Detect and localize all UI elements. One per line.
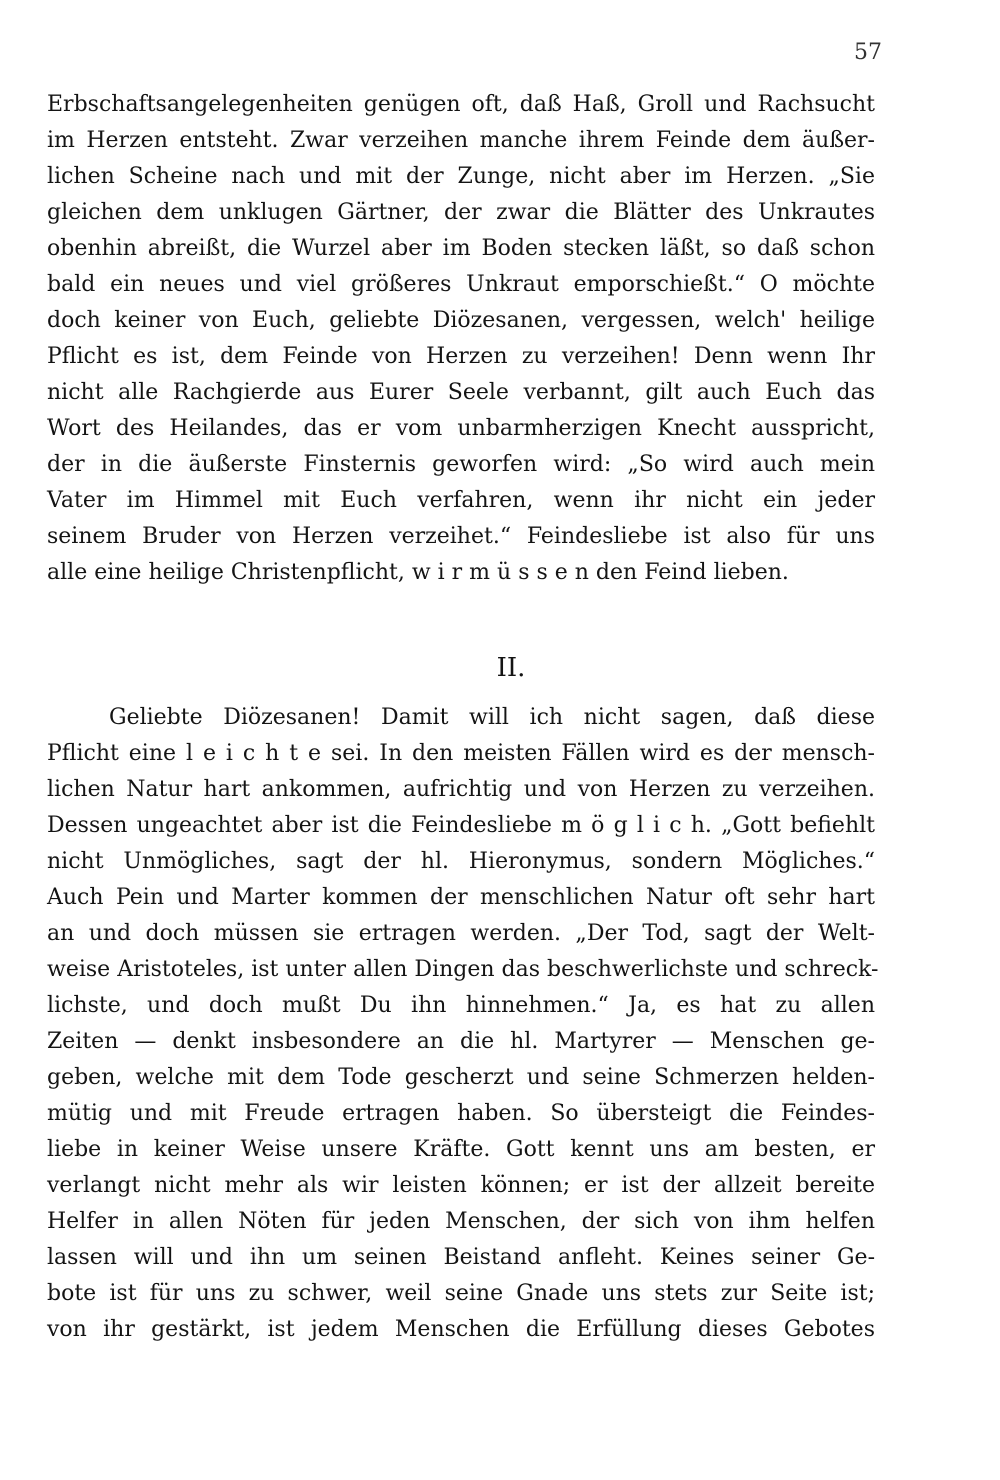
text-line: geben, welche mit dem Tode gescherzt und seine Schmerzen helden- (47, 1065, 875, 1090)
text-line: Pflicht es ist, dem Feinde von Herzen zu verzeihen! Denn wenn Ihr (47, 344, 875, 369)
paragraph-continued (47, 87, 875, 591)
text-line: Vater im Himmel mit Euch verfahren, wenn ihr nicht ein jeder (47, 488, 875, 513)
text-line: liebe in keiner Weise unsere Kräfte. Gott kennt uns am besten, er (47, 1137, 875, 1162)
text-line: von ihr gestärkt, ist jedem Menschen die Erfüllung dieses Gebotes (47, 1317, 875, 1342)
text-line: Helfer in allen Nöten für jeden Menschen, der sich von ihm helfen (47, 1209, 875, 1234)
text-line: mütig und mit Freude ertragen haben. So übersteigt die Feindes- (47, 1101, 875, 1126)
text-line: der in die äußerste Finsternis geworfen wird: „So wird auch mein (47, 452, 875, 477)
section-heading: II. (496, 653, 526, 683)
text-line: Auch Pein und Marter kommen der menschlichen Natur oft sehr hart (47, 885, 875, 910)
text-line: bote ist für uns zu schwer, weil seine Gnade uns stets zur Seite ist; (47, 1281, 875, 1306)
text-line: gleichen dem unklugen Gärtner, der zwar die Blätter des Unkrautes (47, 200, 875, 225)
text-line: lichen Scheine nach und mit der Zunge, nicht aber im Herzen. „Sie (47, 164, 875, 189)
text-line: nicht alle Rachgierde aus Eurer Seele verbannt, gilt auch Euch das (47, 380, 875, 405)
text-line: Wort des Heilandes, das er vom unbarmherzigen Knecht ausspricht, (47, 416, 875, 441)
page-number: 57 (854, 40, 882, 65)
text-line: seinem Bruder von Herzen verzeihet.“ Feindesliebe ist also für uns (47, 524, 875, 549)
text-line: Zeiten — denkt insbesondere an die hl. Martyrer — Menschen ge- (47, 1029, 875, 1054)
text-line: Dessen ungeachtet aber ist die Feindesliebe m ö g l i c h. „Gott befiehlt (47, 813, 875, 838)
text-line: nicht Unmögliches, sagt der hl. Hieronymus, sondern Mögliches.“ (47, 849, 875, 874)
text-line: an und doch müssen sie ertragen werden. „Der Tod, sagt der Welt- (47, 921, 875, 946)
text-line: alle eine heilige Christenpflicht, w i r m ü s s e n den Feind lieben. (47, 560, 789, 585)
text-line: im Herzen entsteht. Zwar verzeihen manche ihrem Feinde dem äußer- (47, 128, 875, 153)
text-line: obenhin abreißt, die Wurzel aber im Boden stecken läßt, so daß schon (47, 236, 875, 261)
text-line: doch keiner von Euch, geliebte Diözesanen, vergessen, welch' heilige (47, 308, 875, 333)
text-line: lichen Natur hart ankommen, aufrichtig und von Herzen zu verzeihen. (47, 777, 875, 802)
text-line: Erbschaftsangelegenheiten genügen oft, daß Haß, Groll und Rachsucht (47, 92, 875, 117)
text-line: Geliebte Diözesanen! Damit will ich nicht sagen, daß diese (109, 705, 875, 730)
text-line: Pflicht eine l e i c h t e sei. In den meisten Fällen wird es der mensch- (47, 741, 875, 766)
text-line: bald ein neues und viel größeres Unkraut emporschießt.“ O möchte (47, 272, 875, 297)
text-line: verlangt nicht mehr als wir leisten können; er ist der allzeit bereite (47, 1173, 875, 1198)
text-line: lichste, und doch mußt Du ihn hinnehmen.“ Ja, es hat zu allen (47, 993, 875, 1018)
paragraph-section-2 (47, 700, 879, 1348)
text-line: weise Aristoteles, ist unter allen Dingen das beschwerlichste und schreck- (47, 957, 879, 982)
text-line: lassen will und ihn um seinen Beistand anfleht. Keines seiner Ge- (47, 1245, 875, 1270)
